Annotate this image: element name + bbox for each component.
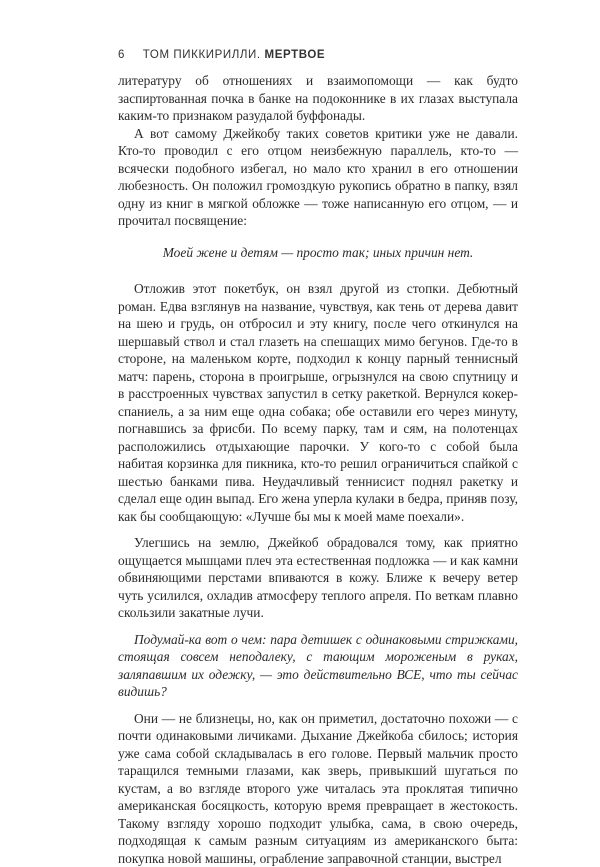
paragraph-4: Улегшись на землю, Джейкоб обрадовался тому, как приятно ощущается мышцами плеч эта естественная подложка — и как камни обвиняющими перстами впиваются в кожу. Ближе к вечеру ветер чуть усилился, охладив атмосферу теплого апреля. По веткам плавно скользили закатные лучи. [118, 534, 518, 622]
paragraph-5-italic: Подумай-ка вот о чем: пара детишек с одинаковыми стрижками, стоящая совсем неподалеку, с тающим мороженым в руках, заляпавшим их одежку, — это действительно ВСЕ, что ты сейчас видишь? [118, 631, 518, 701]
paragraph-3: Отложив этот покетбук, он взял другой из стопки. Дебютный роман. Едва взглянув на название, чувствуя, как тень от дерева давит на шею и грудь, он отбросил и эту книгу, после чего откинулся на шершавый ствол и стал глазеть на спешащих мимо бегунов. Где-то в стороне, на маленьком корте, подходил к концу парный теннисный матч: парень, сторона в проигрыше, огрызнулся на свою спутницу и в расстроенных чувствах запустил в сетку ракеткой. Вернулся кокер-спаниель, а за ним еще одна собака; обе оставили его через минуту, погнавшись за фрисби. По всему парку, там и сям, на полотенцах расположились отдыхающие парочки. У кого-то с собой была набитая корзинка для пикника, кто-то решил ограничиться спайкой с шестью банками пива. Неудачливый теннисист поднял ракетку и сделал еще один выпад. Его жена уперла кулаки в бедра, приняв позу, как бы сообщающую: «Лучше бы мы к моей маме поехали». [118, 280, 518, 525]
paragraph-6: Они — не близнецы, но, как он приметил, достаточно похожи — с почти одинаковыми личиками. Дыхание Джейкоба сбилось; история уже сама собой складывалась в его голове. Первый мальчик просто таращился темными глазами, как зверь, привыкший шугаться по кустам, а во взгляде второго уже читалась эта проклятая типично американская босяцкость, которую время превращает в жестокость. Такому взгляду хорошо подходит улыбка, сама, в свою очередь, подходящая к самым разным ситуациям из американского быта: покупка новой машины, ограбление заправочной станции, выстрел [118, 710, 518, 867]
page-number: 6 [118, 49, 125, 61]
author-name: ТОМ ПИККИРИЛЛИ. [143, 49, 261, 61]
dedication-quote: Моей жене и детям — просто так; иных причин нет. [118, 244, 518, 262]
paragraph-1: литературу об отношениях и взаимопомощи — как будто заспиртованная почка в банке на подоконнике в их глазах выступала каким-то признаком разудалой буффонады. [118, 72, 518, 125]
book-title: МЕРТВОЕ [265, 49, 326, 61]
paragraph-2: А вот самому Джейкобу таких советов критики уже не давали. Кто-то проводил с его отцом неизбежную параллель, кто-то — всячески подобного избегал, но мало кто хранил в его отношении любезность. Он положил громоздкую рукопись обратно в папку, взял одну из книг в мягкой обложке — тоже написанную его отцом, — и прочитал посвящение: [118, 125, 518, 230]
running-header [118, 49, 325, 61]
body-text [118, 72, 518, 867]
